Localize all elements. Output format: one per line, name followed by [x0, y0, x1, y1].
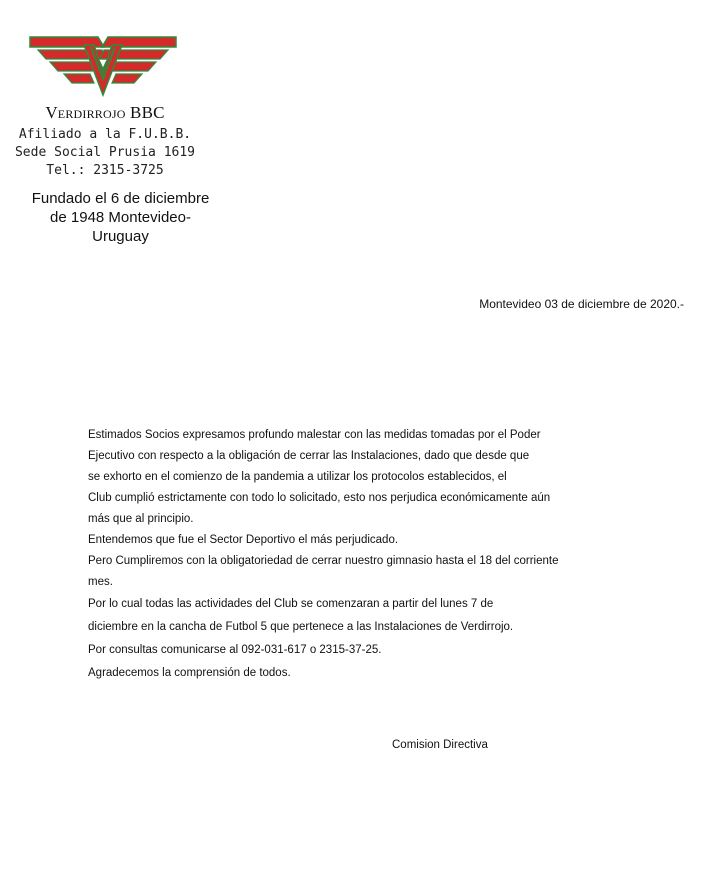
- founded-line: de 1948 Montevideo-: [50, 209, 191, 226]
- body-line: Por consultas comunicarse al 092-031-617 o 2315-37-25.: [88, 644, 382, 656]
- body-line: se exhorto en el comienzo de la pandemia a utilizar los protocolos establecidos, el: [88, 471, 507, 483]
- body-line: Pero Cumpliremos con la obligatoriedad de cerrar nuestro gimnasio hasta el 18 del corriente: [88, 555, 559, 567]
- letter-date: Montevideo 03 de diciembre de 2020.-: [479, 297, 684, 311]
- body-line: Estimados Socios expresamos profundo malestar con las medidas tomadas por el Poder: [88, 429, 541, 441]
- body-line: más que al principio.: [88, 513, 194, 525]
- club-name: Verdirrojo BBC: [45, 103, 165, 122]
- body-line: mes.: [88, 576, 113, 588]
- signature: Comision Directiva: [392, 739, 488, 751]
- body-line: Club cumplió estrictamente con todo lo solicitado, esto nos perjudica económicamente aún: [88, 492, 551, 504]
- founded-line: Fundado el 6 de diciembre: [31, 190, 210, 207]
- founded-line: Uruguay: [92, 228, 149, 245]
- body-line: Entendemos que fue el Sector Deportivo el más perjudicado.: [88, 534, 399, 546]
- founded-block: [18, 189, 223, 246]
- body-line: Agradecemos la comprensión de todos.: [88, 667, 291, 679]
- wings-v-crest-icon: [28, 33, 178, 101]
- phone-text: Tel.: 2315-3725: [46, 163, 164, 178]
- body-line: Por lo cual todas las actividades del Club se comenzaran a partir del lunes 7 de: [88, 598, 494, 610]
- body-line: Ejecutivo con respecto a la obligación de cerrar las Instalaciones, dado que desde que: [88, 450, 530, 462]
- address-text: Sede Social Prusia 1619: [14, 145, 195, 160]
- body-line: diciembre en la cancha de Futbol 5 que pertenece a las Instalaciones de Verdirrojo.: [88, 621, 514, 633]
- letter-body: [88, 425, 608, 685]
- affiliation-text: Afiliado a la F.U.B.B.: [18, 127, 192, 142]
